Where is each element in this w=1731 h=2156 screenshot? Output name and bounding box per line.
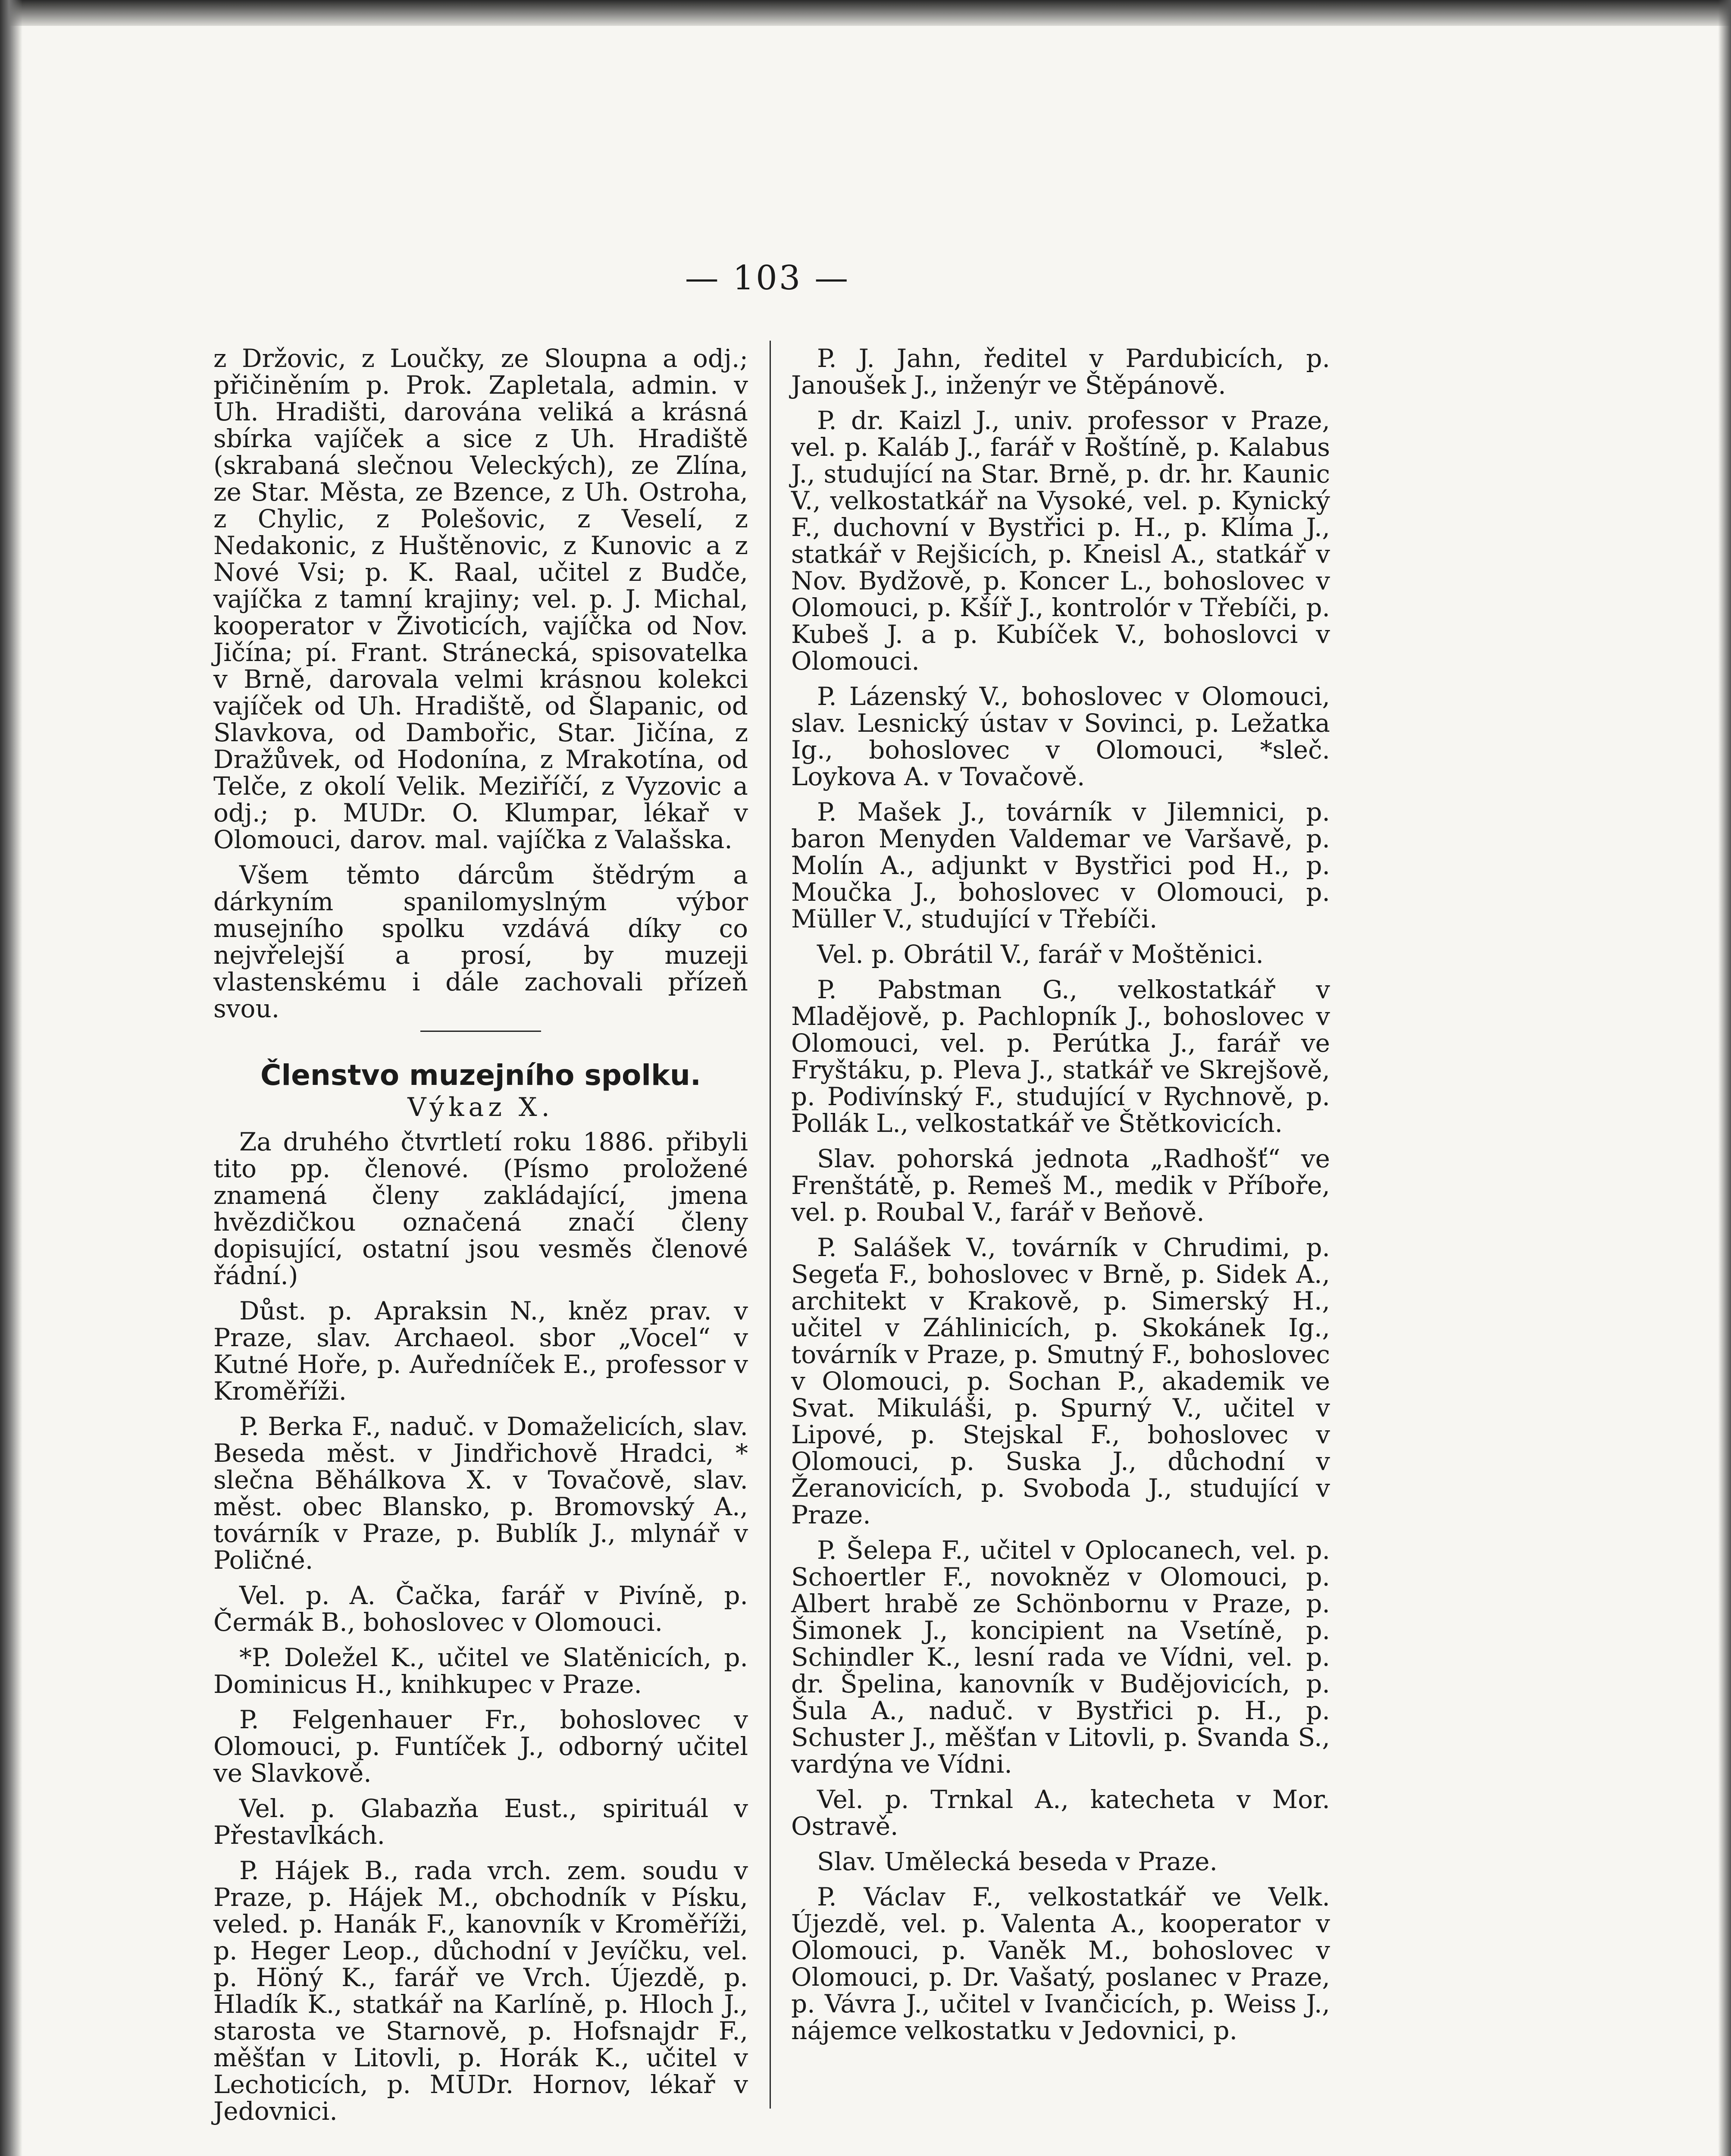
paragraph: Za druhého čtvrtletí roku 1886. přibyli tito pp. členové. (Písmo proložené znamená členy zakládající, jmena hvězdičkou označená značí členy dopisující, ostatní jsou vesměs členové řádní.) (213, 1127, 748, 1290)
scan-right-edge (1718, 0, 1731, 2156)
page-number: — 103 — (685, 259, 850, 298)
paragraph: P. Felgenhauer Fr., bohoslovec v Olomouci, p. Funtíček J., odborný učitel ve Slavkově. (213, 1705, 748, 1788)
paragraph: *P. Doležel K., učitel ve Slatěnicích, p. Dominicus H., knihkupec v Praze. (213, 1643, 748, 1699)
section-separator (420, 1031, 541, 1032)
paragraph: P. Lázenský V., bohoslovec v Olomouci, slav. Lesnický ústav v Sovinci, p. Ležatka Ig., bohoslovec v Olomouci, *sleč. Loykova A. v Tovačově. (791, 682, 1330, 791)
paragraph: Všem těmto dárcům štědrým a dárkyním spanilomyslným výbor musejního spolku vzdává díky co nejvřelejší a prosí, by muzeji vlastenskému i dále zachovali přízeň svou. (213, 860, 748, 1023)
paragraph: P. Mašek J., továrník v Jilemnici, p. baron Menyden Valdemar ve Varšavě, p. Molín A., adjunkt v Bystřici pod H., p. Moučka J., bohoslovec v Olomouci, p. Müller V., studující v Třebíči. (791, 797, 1330, 934)
paragraph: Slav. Umělecká beseda v Praze. (817, 1847, 1218, 1876)
paragraph: Vel. p. A. Čačka, farář v Pivíně, p. Čermák B., bohoslovec v Olomouci. (213, 1581, 748, 1637)
scan-left-edge (0, 0, 22, 2156)
paragraph: P. Salášek V., továrník v Chrudimi, p. Segeťa F., bohoslovec v Brně, p. Sidek A., architekt v Krakově, p. Simerský H., učitel v Záhlinicích, p. Skokánek Ig., továrník v Praze, p. Smutný F., bohoslovec v Olomouci, p. Sochan P., akademik ve Svat. Mikuláši, p. Spurný V., učitel v Lipové, p. Stejskal F., bohoslovec v Olomouci, p. Suska J., důchodní v Žeranovicích, p. Svoboda J., studující v Praze. (791, 1233, 1330, 1529)
column-divider (770, 341, 771, 2109)
section-subheading: Výkaz X. (407, 1092, 554, 1122)
paragraph: P. Pabstman G., velkostatkář v Mladějově, p. Pachlopník J., bohoslovec v Olomouci, vel. p. Perútka J., farář ve Fryštáku, p. Pleva J., statkář ve Skrejšově, p. Podivínský F., studující v Rychnově, p. Pollák L., velkostatkář ve Štětkovicích. (791, 975, 1330, 1138)
paragraph: z Držovic, z Loučky, ze Sloupna a odj.; přičiněním p. Prok. Zapletala, admin. v Uh. Hradišti, darována veliká a krásná sbírka vajíček a sice z Uh. Hradiště (skrabaná slečnou Veleckých), ze Zlína, ze Star. Města, ze Bzence, z Uh. Ostroha, z Chylic, z Polešovic, z Veselí, z Nedakonic, z Huštěnovic, z Kunovic a z Nové Vsi; p. K. Raal, učitel z Budče, vajíčka z tamní krajiny; vel. p. J. Michal, kooperator v Životicích, vajíčka od Nov. Jičína; pí. Frant. Stránecká, spisovatelka v Brně, darovala velmi krásnou kolekci vajíček od Uh. Hradiště, od Šlapanic, od Slavkova, od Dambořic, Star. Jičína, z Dražůvek, od Hodonína, z Mrakotína, od Telče, z okolí Velik. Meziříčí, z Vyzovic a odj.; p. MUDr. O. Klumpar, lékař v Olomouci, darov. mal. vajíčka z Valašska. (213, 344, 748, 854)
left-column (213, 345, 748, 2133)
scan-top-edge (0, 0, 1731, 26)
paragraph: P. Václav F., velkostatkář ve Velk. Újezdě, vel. p. Valenta A., kooperator v Olomouci, p. Vaněk M., bohoslovec v Olomouci, p. Dr. Vašatý, poslanec v Praze, p. Vávra J., učitel v Ivančicích, p. Weiss J., nájemce velkostatku v Jedovnici, p. (791, 1882, 1330, 2045)
paragraph: P. Berka F., naduč. v Domaželicích, slav. Beseda měst. v Jindřichově Hradci, * slečna Běhálkova X. v Tovačově, slav. měst. obec Blansko, p. Bromovský A., továrník v Praze, p. Bublík J., mlynář v Poličné. (213, 1412, 748, 1575)
section-heading: Členstvo muzejního spolku. (260, 1059, 701, 1092)
paragraph: P. J. Jahn, ředitel v Pardubicích, p. Janoušek J., inženýr ve Štěpánově. (791, 344, 1330, 400)
paragraph: Vel. p. Obrátil V., farář v Moštěnici. (817, 940, 1264, 969)
paragraph: Důst. p. Apraksin N., kněz prav. v Praze, slav. Archaeol. sbor „Vocel“ v Kutné Hoře, p. Auředníček E., professor v Kroměříži. (213, 1296, 748, 1406)
paragraph: Slav. pohorská jednota „Radhošť“ ve Frenštátě, p. Remeš M., medik v Příboře, vel. p. Roubal V., farář v Beňově. (791, 1144, 1330, 1227)
paragraph: Vel. p. Glabazňa Eust., spirituál v Přestavlkách. (213, 1794, 748, 1850)
right-column (791, 345, 1330, 2053)
paragraph: Vel. p. Trnkal A., katecheta v Mor. Ostravě. (791, 1785, 1330, 1841)
paragraph: P. Hájek B., rada vrch. zem. soudu v Praze, p. Hájek M., obchodník v Písku, veled. p. Hanák F., kanovník v Kroměříži, p. Heger Leop., důchodní v Jevíčku, vel. p. Höný K., farář ve Vrch. Újezdě, p. Hladík K., statkář na Karlíně, p. Hloch J., starosta ve Starnově, p. Hofsnajdr F., měšťan v Litovli, p. Horák K., učitel v Lechoticích, p. MUDr. Hornov, lékař v Jedovnici. (213, 1856, 748, 2126)
paragraph: P. Šelepa F., učitel v Oplocanech, vel. p. Schoertler F., novokněz v Olomouci, p. Albert hrabě ze Schönbornu v Praze, p. Šimonek J., koncipient na Vsetíně, p. Schindler K., lesní rada ve Vídni, vel. p. dr. Špelina, kanovník v Budějovicích, p. Šula A., naduč. v Bystřici p. H., p. Schuster J., měšťan v Litovli, p. Svanda S., vardýna ve Vídni. (791, 1536, 1330, 1779)
paragraph: P. dr. Kaizl J., univ. professor v Praze, vel. p. Kaláb J., farář v Roštíně, p. Kalabus J., studující na Star. Brně, p. dr. hr. Kaunic V., velkostatkář na Vysoké, vel. p. Kynický F., duchovní v Bystřici p. H., p. Klíma J., statkář v Rejšicích, p. Kneisl A., statkář v Nov. Bydžově, p. Koncer L., bohoslovec v Olomouci, p. Kšíř J., kontrolór v Třebíči, p. Kubeš J. a p. Kubíček V., bohoslovci v Olomouci. (791, 406, 1330, 676)
